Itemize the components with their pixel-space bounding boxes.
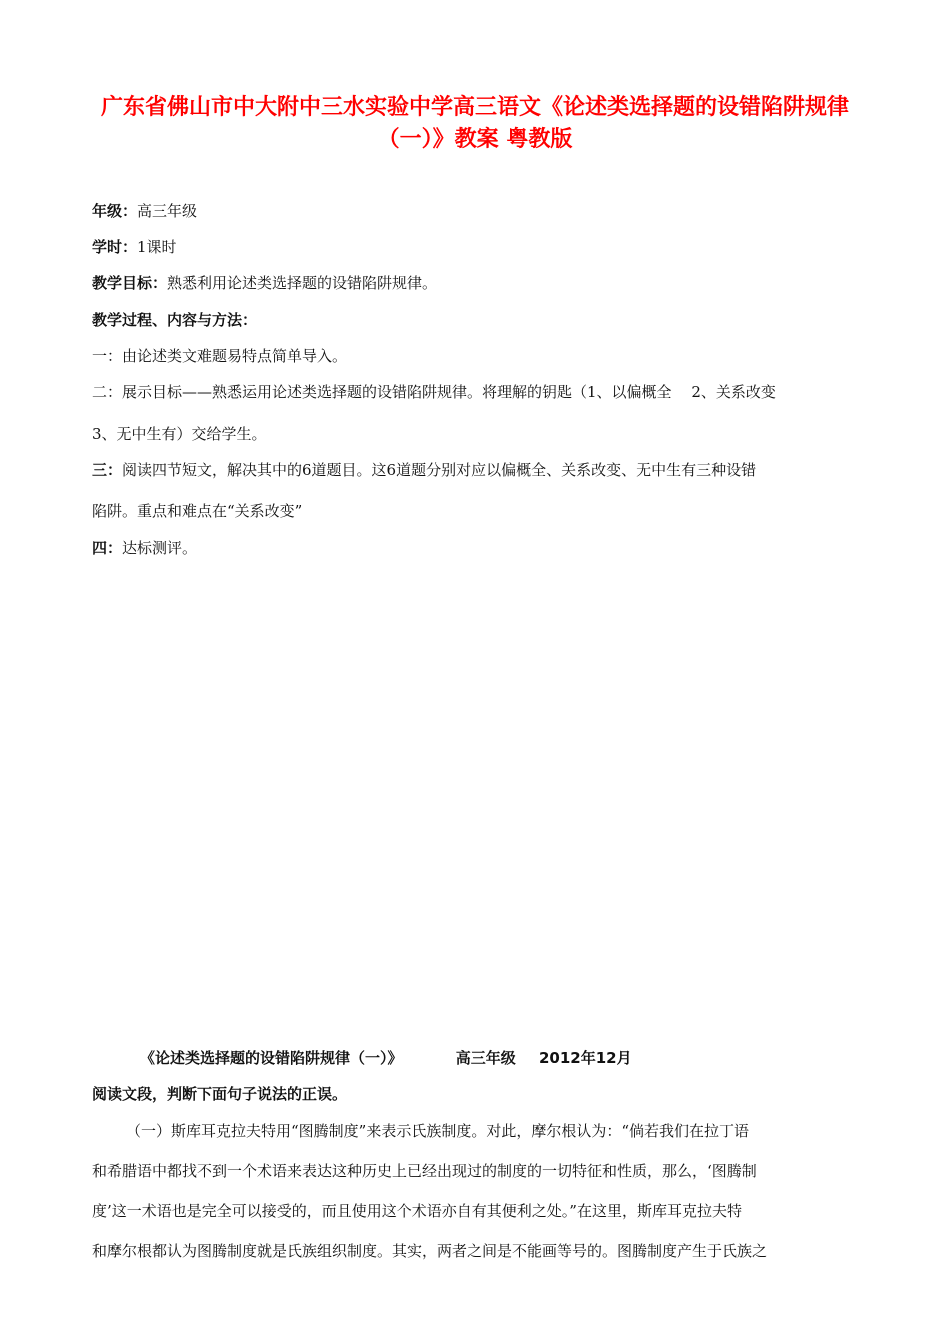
worksheet-title: 《论述类选择题的设错陷阱规律（一）》	[140, 1049, 403, 1067]
step-3-line-2: 陷阱。重点和难点在“关系改变”	[92, 502, 303, 520]
step-2-line-2: 3、无中生有）交给学生。	[92, 425, 267, 443]
step-1: 一：由论述类文难题易特点简单导入。	[92, 347, 348, 365]
hours-label: 学时：	[92, 238, 138, 256]
step-4-label: 四：	[92, 539, 123, 557]
passage-line-1: （一）斯库耳克拉夫特用“图腾制度”来表示氏族制度。对此，摩尔根认为：“倘若我们在拉丁语	[126, 1122, 750, 1140]
goal-label: 教学目标：	[92, 274, 168, 292]
step-3-line-1-row	[92, 460, 756, 480]
passage-line-4: 和摩尔根都认为图腾制度就是氏族组织制度。其实，两者之间是不能画等号的。图腾制度产生于氏族之	[92, 1242, 768, 1260]
document-title-line-2: （一）》教案 粤教版	[377, 127, 573, 152]
document-title	[80, 92, 870, 156]
worksheet-instruction: 阅读文段，判断下面句子说法的正误。	[92, 1085, 348, 1103]
process-heading: 教学过程、内容与方法：	[92, 311, 258, 329]
grade-label: 年级：	[92, 202, 138, 220]
worksheet-header	[140, 1048, 632, 1068]
step-3-label: 三：	[92, 461, 123, 479]
goal-value: 熟悉利用论述类选择题的设错陷阱规律。	[167, 274, 438, 292]
worksheet-grade: 高三年级	[455, 1049, 516, 1067]
hours-value: 1课时	[137, 238, 177, 256]
hours-row	[92, 237, 177, 257]
step-4-value: 达标测评。	[122, 539, 198, 557]
step-2-line-1: 二：展示目标——熟悉运用论述类选择题的设错陷阱规律。将理解的钥匙（1、以偏概全 2、关系改变	[92, 383, 776, 401]
grade-row	[92, 201, 197, 221]
step-4-row	[92, 538, 197, 558]
worksheet-date: 2012年12月	[539, 1049, 632, 1067]
document-title-line-1: 广东省佛山市中大附中三水实验中学高三语文《论述类选择题的设错陷阱规律	[100, 95, 849, 120]
passage-line-2: 和希腊语中都找不到一个术语来表达这种历史上已经出现过的制度的一切特征和性质，那么，‘图腾制	[92, 1162, 757, 1180]
passage-line-3: 度’这一术语也是完全可以接受的，而且使用这个术语亦自有其便利之处。”在这里，斯库耳克拉夫特	[92, 1202, 742, 1220]
goal-row	[92, 273, 437, 293]
grade-value: 高三年级	[137, 202, 198, 220]
step-3-line-1: 阅读四节短文，解决其中的6道题目。这6道题分别对应以偏概全、关系改变、无中生有三种设错	[122, 461, 757, 479]
